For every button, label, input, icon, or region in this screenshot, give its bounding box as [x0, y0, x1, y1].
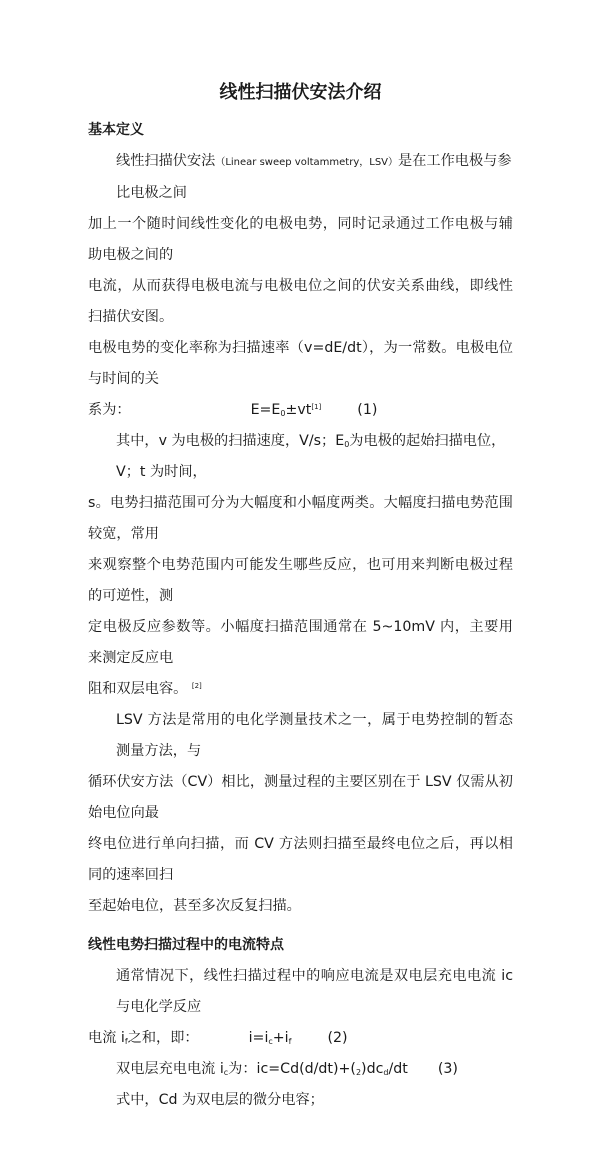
paragraph-line: LSV 方法是常用的电化学测量技术之一，属于电势控制的暂态测量方法，与 [116, 712, 513, 759]
eq-text: E=E [250, 402, 281, 418]
paragraph-line [88, 395, 513, 426]
equation-3-line [88, 1054, 513, 1085]
text: 为：ic=Cd(d/dt)+( [228, 1061, 356, 1077]
paragraph-line: s。电势扫描范围可分为大幅度和小幅度两类。大幅度扫描电势范围较宽，常用 [88, 495, 513, 542]
text: 阻和双层电容。 [88, 681, 188, 697]
eq-text: i=i [248, 1030, 269, 1046]
paragraph-line [88, 1023, 513, 1054]
text: 电流 i [88, 1030, 125, 1046]
eq-text: +i [272, 1030, 289, 1046]
paragraph-line: 定电极反应参数等。小幅度扫描范围通常在 5~10mV 内，主要用来测定反应电 [88, 619, 513, 666]
paragraph-line: 循环伏安方法（CV）相比，测量过程的主要区别在于 LSV 仅需从初始电位向最 [88, 774, 513, 821]
sub: f [124, 1037, 128, 1046]
equation-2 [249, 1023, 292, 1054]
eq-sub: 0 [280, 409, 286, 418]
text: 是在工作电极与参比电极之间 [116, 153, 512, 201]
eq-sub: f [288, 1037, 292, 1046]
paragraph-line [88, 674, 513, 705]
eq-sub: c [268, 1037, 273, 1046]
equation-number: (3) [437, 1061, 458, 1077]
paragraph-line: 加上一个随时间线性变化的电极电势，同时记录通过工作电极与辅助电极之间的 [88, 216, 513, 263]
text: )dc [361, 1061, 384, 1077]
equation-number: (2) [327, 1030, 348, 1046]
text: 线性扫描伏安法 [116, 153, 216, 169]
section-heading-definition: 基本定义 [88, 122, 144, 138]
paragraph-line: 通常情况下，线性扫描过程中的响应电流是双电层充电电流 ic 与电化学反应 [116, 968, 513, 1015]
document-title: 线性扫描伏安法介绍 [219, 82, 382, 103]
text: 之和，即： [127, 1030, 199, 1046]
text: 为电极的起始扫描电位，V；t 为时间， [116, 433, 506, 480]
text: /dt [388, 1061, 408, 1077]
sub: 2 [355, 1068, 362, 1077]
equation-1 [251, 395, 322, 426]
section-heading-current: 线性电势扫描过程中的电流特点 [88, 937, 284, 953]
text: 双电层充电电流 i [116, 1061, 224, 1077]
paragraph-line: 电极电势的变化率称为扫描速率（v=dE/dt），为一常数。电极电位与时间的关 [88, 340, 513, 387]
paragraph-line [88, 426, 513, 488]
text: 系为： [88, 402, 131, 418]
paragraph-line: 终电位进行单向扫描，而 CV 方法则扫描至最终电位之后，再以相同的速率回扫 [88, 836, 513, 883]
eq-text: ±vt [285, 402, 312, 418]
citation: [1] [311, 403, 322, 411]
text: 其中，v 为电极的扫描速度，V/s；E [116, 433, 345, 449]
paragraph-line: 至起始电位，甚至多次反复扫描。 [88, 898, 301, 914]
text: （Linear sweep voltammetry，LSV） [215, 157, 399, 168]
paragraph-line: 式中，Cd 为双电层的微分电容； [116, 1092, 324, 1108]
sub: d [383, 1068, 389, 1077]
paragraph-line: 来观察整个电势范围内可能发生哪些反应，也可用来判断电极过程的可逆性，测 [88, 557, 513, 604]
sub: 0 [344, 440, 350, 449]
equation-number: (1) [357, 402, 378, 418]
sub: c [223, 1068, 229, 1077]
paragraph-line [88, 146, 513, 209]
paragraph-line: 电流，从而获得电极电流与电极电位之间的伏安关系曲线，即线性扫描伏安图。 [88, 278, 513, 325]
citation: [2] [191, 682, 202, 690]
